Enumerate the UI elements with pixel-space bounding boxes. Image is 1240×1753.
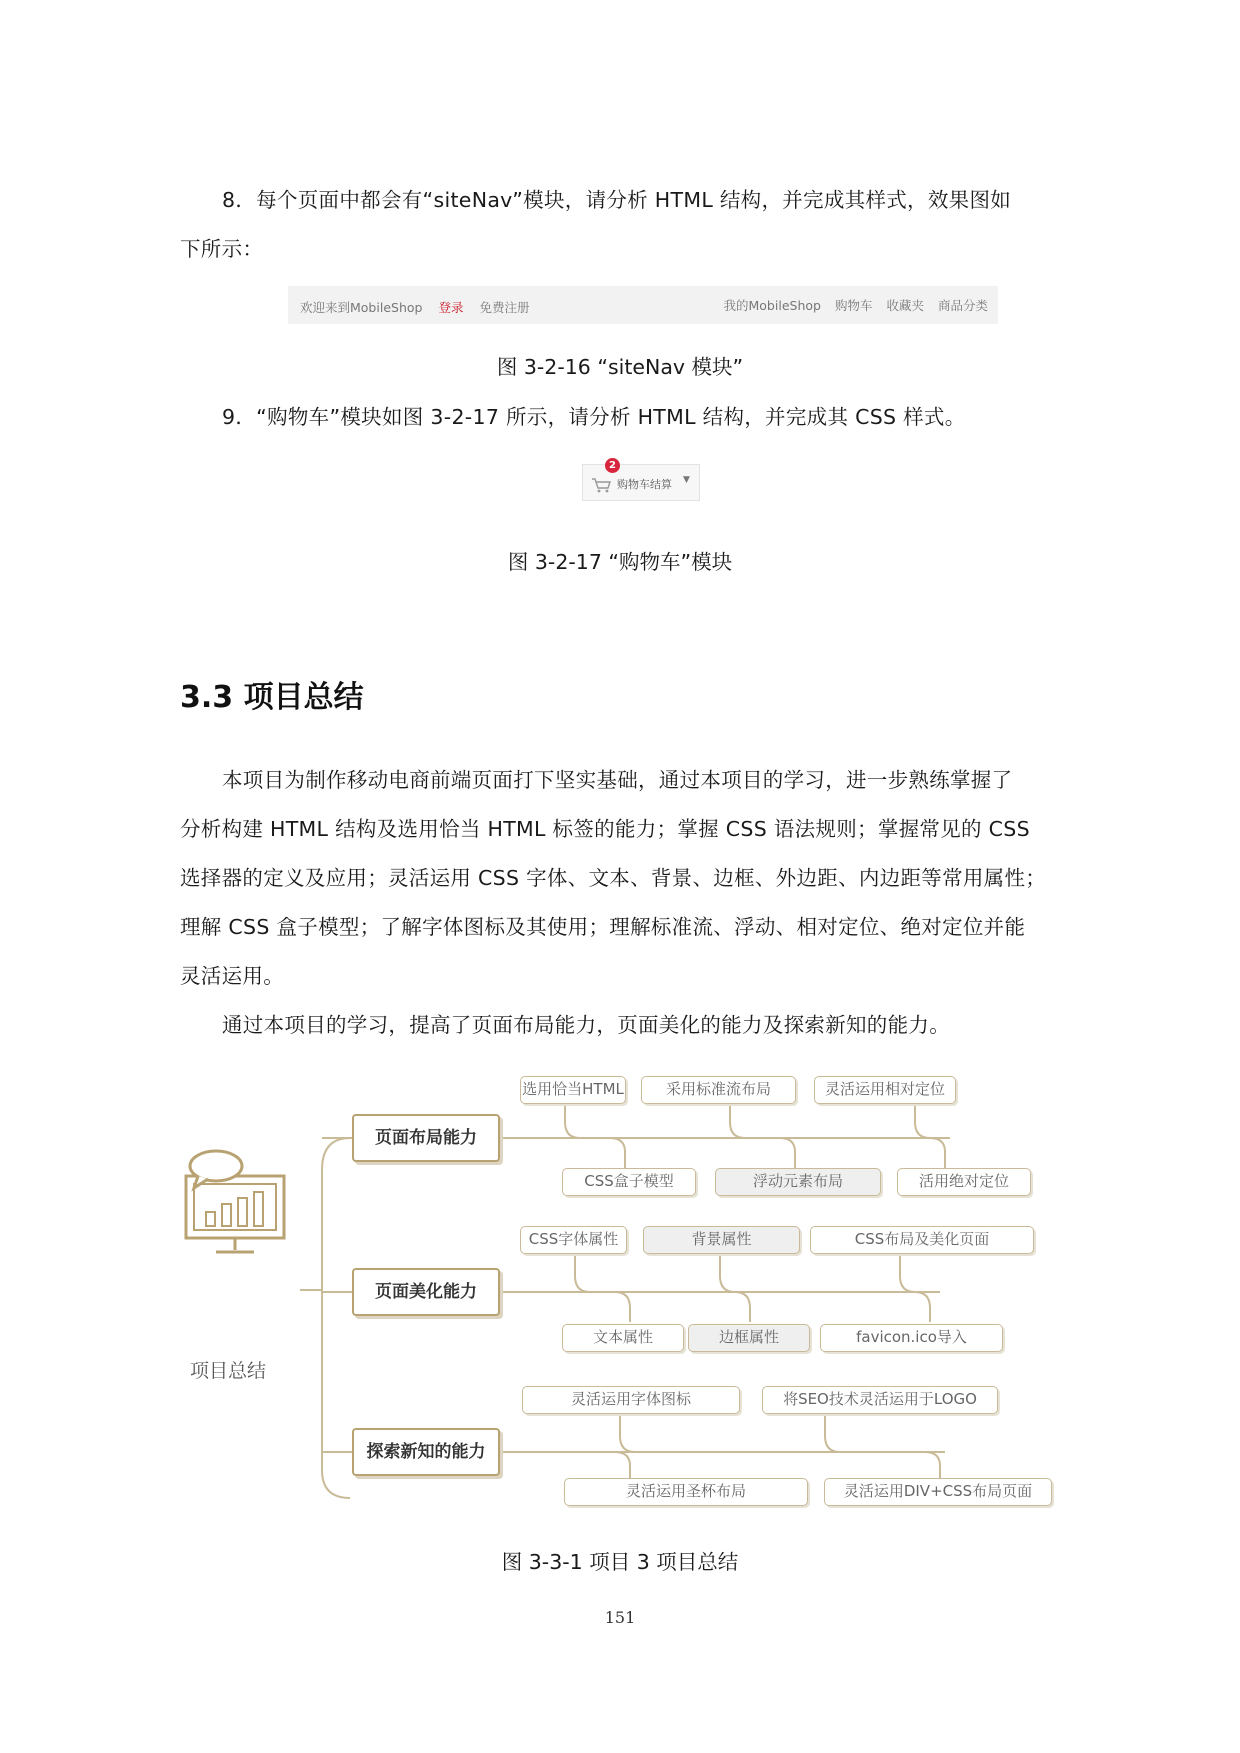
node-border: 边框属性 (688, 1324, 810, 1352)
sitenav-link-cart[interactable]: 购物车 (834, 298, 873, 313)
branch-layout-ability: 页面布局能力 (352, 1114, 500, 1162)
caption-fig-3-2-16: 图 3-2-16 “siteNav 模块” (496, 355, 744, 379)
mindmap-root-label: 项目总结 (190, 1360, 267, 1382)
sitenav-welcome: 欢迎来到MobileShop (300, 300, 423, 315)
sitenav-register-link[interactable]: 免费注册 (479, 300, 530, 315)
sitenav-link-favorites[interactable]: 收藏夹 (886, 298, 924, 313)
branch-beautify-ability: 页面美化能力 (352, 1268, 500, 1316)
node-seo-logo: 将SEO技术灵活运用于LOGO (762, 1386, 998, 1414)
node-absolute-positioning: 活用绝对定位 (897, 1168, 1031, 1196)
node-box-model: CSS盒子模型 (562, 1168, 696, 1196)
node-text: 文本属性 (562, 1324, 684, 1352)
sitenav-link-my-shop[interactable]: 我的MobileShop (723, 298, 821, 313)
shopping-cart-icon (591, 477, 613, 496)
node-float-layout: 浮动元素布局 (715, 1168, 881, 1196)
node-css-layout-beautify: CSS布局及美化页面 (810, 1226, 1034, 1254)
monitor-chart-icon (184, 1148, 288, 1262)
summary-line-1: 本项目为制作移动电商前端页面打下坚实基础，通过本项目的学习，进一步熟练掌握了 (222, 768, 1013, 792)
sitenav-login-link[interactable]: 登录 (438, 300, 464, 315)
sitenav-figure (288, 286, 998, 324)
summary-line-3: 选择器的定义及应用；灵活运用 CSS 字体、文本、背景、边框、外边距、内边距等常用属性； (180, 866, 1047, 890)
mindmap-connectors (0, 1060, 1240, 1530)
caption-fig-3-2-17: 图 3-2-17 “购物车”模块 (507, 550, 733, 574)
section-heading: 3.3 项目总结 (180, 680, 364, 715)
item8-line1: 8．每个页面中都会有“siteNav”模块，请分析 HTML 结构，并完成其样式，效果图如 (222, 188, 1012, 212)
summary-line-4: 理解 CSS 盒子模型；了解字体图标及其使用；理解标准流、浮动、相对定位、绝对定位并能 (180, 915, 1026, 939)
node-css-font: CSS字体属性 (520, 1226, 627, 1254)
item9: 9．“购物车”模块如图 3-2-17 所示，请分析 HTML 结构，并完成其 CSS 样式。 (222, 405, 966, 429)
node-holy-grail: 灵活运用圣杯布局 (564, 1478, 808, 1506)
node-standard-flow: 采用标准流布局 (641, 1076, 796, 1104)
sitenav-link-categories[interactable]: 商品分类 (937, 298, 988, 313)
node-div-css-layout: 灵活运用DIV+CSS布局页面 (824, 1478, 1052, 1506)
node-background: 背景属性 (643, 1226, 800, 1254)
node-favicon: favicon.ico导入 (820, 1324, 1003, 1352)
sitenav-left (300, 298, 529, 316)
chevron-down-icon: ▼ (683, 475, 690, 485)
summary-paragraph-2: 通过本项目的学习，提高了页面布局能力，页面美化的能力及探索新知的能力。 (222, 1013, 950, 1037)
item8-line2: 下所示： (180, 237, 264, 261)
cart-figure[interactable] (582, 460, 700, 501)
summary-line-2: 分析构建 HTML 结构及选用恰当 HTML 标签的能力；掌握 CSS 语法规则；掌握常见的 CSS (180, 817, 1030, 841)
page-number: 151 (604, 1608, 636, 1627)
node-relative-positioning: 灵活运用相对定位 (814, 1076, 956, 1104)
cart-count-badge: 2 (605, 458, 620, 473)
cart-label: 购物车结算 (617, 478, 672, 491)
sitenav-right (724, 296, 989, 314)
summary-line-5: 灵活运用。 (180, 964, 284, 988)
node-choose-html: 选用恰当HTML (520, 1076, 626, 1104)
branch-explore-ability: 探索新知的能力 (352, 1428, 500, 1476)
mindmap-diagram (0, 1060, 1240, 1530)
node-font-icons: 灵活运用字体图标 (522, 1386, 740, 1414)
caption-fig-3-3-1: 图 3-3-1 项目 3 项目总结 (501, 1550, 739, 1574)
